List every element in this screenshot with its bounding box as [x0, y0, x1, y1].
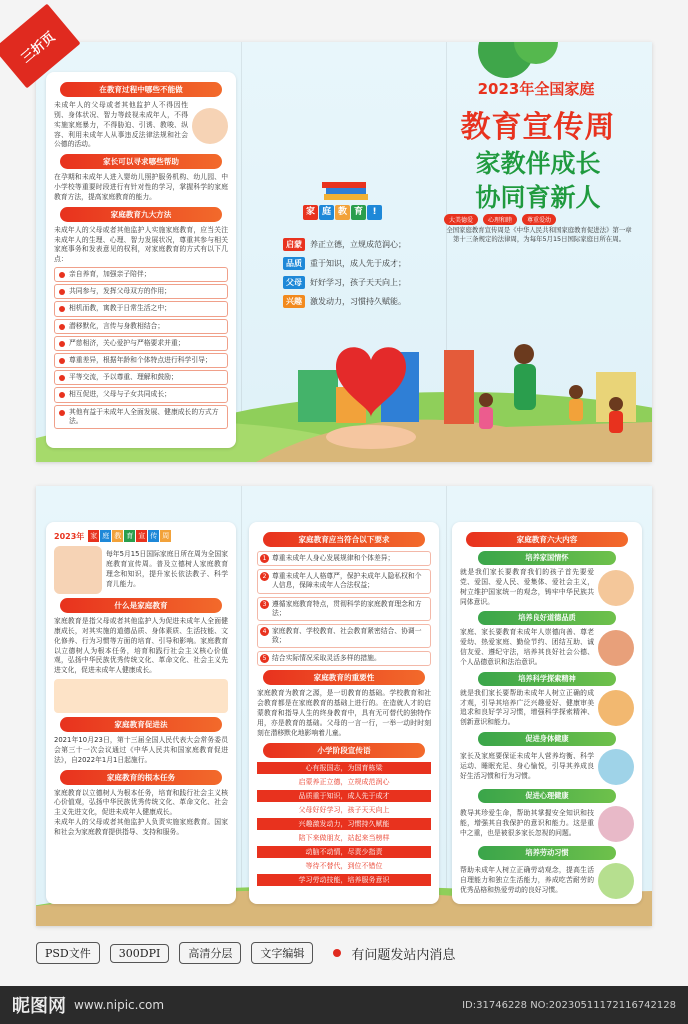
- stripe: 学习劳动技能，培养服务意识: [257, 874, 431, 886]
- red-dot-icon: [333, 949, 341, 957]
- banner-year: 2023年: [54, 531, 85, 541]
- section-heading: 家庭教育促进法: [60, 717, 222, 732]
- section-heading: 家庭教育应当符合以下要求: [263, 532, 425, 547]
- section-heading: 家庭教育的根本任务: [60, 770, 222, 785]
- section-text: 就是我们家长要帮助未成年人树立正确的成才观，引导其培养广泛兴趣爱好、健康审美追求和良好学习习惯，增强科学探索精神、创新意识和能力。: [460, 688, 594, 727]
- cover-year-title: 2023年全国家庭: [477, 80, 595, 98]
- corner-tag: 三折页: [0, 4, 81, 89]
- section-heading: 家长可以寻求哪些帮助: [60, 154, 222, 169]
- badge-char: 教: [335, 205, 350, 220]
- cover-subtitle-1: 家教伴成长: [475, 149, 601, 178]
- back-sheet: [36, 486, 652, 926]
- banner-char: 教: [114, 532, 122, 540]
- image-id: ID:31746228 NO:20230511172116742128: [462, 999, 676, 1011]
- slogan-text: 好好学习，孩子天天向上；: [310, 278, 406, 287]
- slogan-row: [283, 257, 433, 270]
- section-text: 未成年人的父母或者其他监护人负责实施家庭教育。国家和社会为家庭教育提供指导、支持和服务。: [54, 818, 228, 836]
- family-illustration: [192, 108, 228, 144]
- pill: 尊重爱幼: [522, 214, 556, 225]
- stripe: 等待不替代，到位不错位: [257, 860, 431, 872]
- green-heading: 培养科学探索精神: [478, 672, 616, 686]
- list-item: 潜移默化，言传与身教相结合；: [54, 319, 228, 334]
- section-heading: 什么是家庭教育: [60, 598, 222, 613]
- badge-char: 家: [303, 205, 318, 220]
- psd-file-button[interactable]: PSD文件: [36, 942, 100, 964]
- requirement-text: 家庭教育、学校教育、社会教育紧密结合、协调一致；: [272, 626, 422, 645]
- slogan-stripes: [257, 762, 431, 886]
- section-text: 教导其珍爱生命，帮助其掌握安全知识和技能，增强其自我保护的意识和能力。这是重中之重，也是被很多家长忽视的问题。: [460, 809, 594, 838]
- section-text: 家庭教育为教育之源，是一切教育的基础。学校教育和社会教育都是在家庭教育的基础上进行的。在造就人才的启蒙教育和指导人生的终身教育中，具有无可替代的独特作用，亦是教育的基础。父母的一言一行，一举一动时时刻刻在潜移默化地影响着儿童。: [257, 689, 431, 737]
- list-item: [257, 569, 431, 593]
- layered-button[interactable]: 高清分层: [179, 942, 241, 964]
- section-text: 家庭教育以立德树人为根本任务，培育和践行社会主义核心价值观，弘扬中华民族优秀传统文化、革命文化、社会主义先进文化，促进未成年人健康成长。: [54, 788, 228, 817]
- banner-char: 周: [162, 532, 170, 540]
- banner-char: 育: [126, 532, 134, 540]
- list-item: 平等交流，予以尊重、理解和鼓励；: [54, 370, 228, 385]
- intro-text: 每年5月15日国际家庭日所在周为全国家庭教育宣传周。普及立德树人家庭教育理念和知识，提升家长依法教子、科学育儿能力。: [106, 550, 228, 588]
- slogan-text: 养正立德，立规成范润心；: [310, 240, 406, 249]
- number-badge: 5: [260, 654, 269, 663]
- green-heading: 培养良好道德品质: [478, 611, 616, 625]
- site-url[interactable]: www.nipic.com: [74, 998, 165, 1012]
- child-illustration: [598, 690, 634, 726]
- back-right-panel: [452, 522, 642, 904]
- feature-footer: [36, 942, 455, 964]
- list-item: [257, 551, 431, 566]
- child-illustration: [598, 630, 634, 666]
- child-illustration: [598, 749, 634, 785]
- week-banner: [54, 530, 228, 542]
- slogan-row: [283, 276, 433, 289]
- badge-char: 庭: [319, 205, 334, 220]
- list-item: [257, 597, 431, 621]
- section-heading: 在教育过程中哪些不能做: [60, 82, 222, 97]
- footer-note: 有问题发站内消息: [351, 947, 456, 963]
- number-badge: 1: [260, 554, 269, 563]
- banner-char: 宣: [138, 532, 146, 540]
- cover-pills: [444, 214, 556, 225]
- child-illustration: [598, 570, 634, 606]
- section-text: 未成年人的父母或者其他监护人实施家庭教育，应当关注未成年人的生理、心理、智力发展状况，尊重其参与相关家庭事务和发表意见的权利，对家庭教育的方式有以下几点：: [54, 225, 228, 264]
- number-badge: 3: [260, 600, 269, 609]
- list-item: 共同参与，发挥父母双方的作用；: [54, 284, 228, 299]
- slogan-row: [283, 238, 433, 251]
- requirement-text: 结合实际情况采取灵活多样的措施。: [272, 654, 381, 663]
- family-illustration: [54, 679, 228, 713]
- list-item: 亲自养育，加强亲子陪伴；: [54, 267, 228, 282]
- slogan-key: 父母: [283, 276, 305, 289]
- green-heading: 促进心理健康: [478, 789, 616, 803]
- stripe: 兴趣激发动力，习惯持久赋能: [257, 818, 431, 830]
- green-heading: 促进身体健康: [478, 732, 616, 746]
- slogan-row: [283, 295, 433, 308]
- green-heading: 培养家国情怀: [478, 551, 616, 565]
- list-item: [257, 624, 431, 648]
- stripe: 动脑不动情，尽责少指责: [257, 846, 431, 858]
- section-text: 在孕期和未成年人进入婴幼儿照护服务机构、幼儿园、中小学校等重要时段进行有针对性的学习，掌握科学的家庭教育方法，提高家庭教育的能力。: [54, 173, 228, 201]
- slogan-key: 启蒙: [283, 238, 305, 251]
- requirement-text: 尊重未成年人人格尊严，保护未成年人隐私权和个人信息，保障未成年人合法权益；: [272, 572, 422, 590]
- stripe: 父母好好学习，孩子天天向上: [257, 804, 431, 816]
- front-left-panel: [46, 72, 236, 448]
- banner-char: 传: [150, 532, 158, 540]
- pill: 大美德爱: [444, 214, 478, 225]
- stripe: 启蒙养正立德，立规成范润心: [257, 776, 431, 788]
- dpi-button[interactable]: 300DPI: [110, 944, 170, 963]
- stripe: 品质重于知识，成人先于成才: [257, 790, 431, 802]
- method-list: [54, 267, 228, 429]
- stripe: 陪下来做朋友，站起来当榜样: [257, 832, 431, 844]
- cover-description: 全国家庭教育宣传周是《中华人民共和国家庭教育促进法》第一章第十三条规定的法律周，为每年5月15日国际家庭日所在周。: [446, 226, 632, 244]
- number-badge: 4: [260, 627, 269, 636]
- slogan-text: 重于知识，成人先于成才；: [310, 259, 406, 268]
- pill: 心理和睦: [483, 214, 517, 225]
- section-text: 就是我们家长要教育我们的孩子首先要爱党、爱国、爱人民、爱集体、爱社会主义，树立维护国家统一的观念，铸牢中华民族共同体意识。: [460, 568, 594, 606]
- slogan-list: [283, 238, 433, 314]
- text-edit-button[interactable]: 文字编辑: [251, 942, 313, 964]
- cover-subtitle-2: 协同育新人: [475, 183, 601, 212]
- section-heading: 家庭教育的重要性: [263, 670, 425, 685]
- watermark-brand: [12, 992, 164, 1018]
- banner-char: 庭: [102, 532, 110, 540]
- back-left-panel: [46, 522, 236, 904]
- section-text: 家庭教育是指父母或者其他监护人为促进未成年人全面健康成长，对其实施的道德品质、身体素质、生活技能、文化修养、行为习惯等方面的培育、引导和影响。家庭教育以立德树人为根本任务，培育和践行社会主义核心价值观，弘扬中华民族优秀传统文化、革命文化、社会主义先进文化，促进未成年人健康成长。: [54, 617, 228, 675]
- site-logo: 昵图网: [12, 996, 66, 1017]
- section-heading: 家庭教育六大内容: [466, 532, 628, 547]
- back-middle-panel: [249, 522, 439, 904]
- family-education-badge: [303, 205, 382, 220]
- requirement-text: 遵循家庭教育特点，贯彻科学的家庭教育理念和方法；: [272, 599, 422, 617]
- section-text: 2021年10月23日，第十三届全国人民代表大会常务委员会第三十一次会议通过《中华人民共和国家庭教育促进法》，自2022年1月1日起施行。: [54, 736, 228, 764]
- slogan-key: 兴趣: [283, 295, 305, 308]
- list-item: [257, 651, 431, 666]
- list-item: 尊重差异，根据年龄和个体特点进行科学引导；: [54, 353, 228, 368]
- number-badge: 2: [260, 572, 269, 581]
- section-text: 家庭、家长要教育未成年人崇德向善、尊老爱幼、热爱家庭、勤俭节约、团结互助、诚信友爱、遵纪守法，培养其良好社会公德、个人品德意识和法治意识。: [460, 628, 594, 666]
- requirement-text: 尊重未成年人身心发展规律和个体差异；: [272, 554, 395, 562]
- section-heading: 小学阶段宣传语: [263, 743, 425, 758]
- section-text: 帮助未成年人树立正确劳动观念，提高生活自理能力和独立生活能力，养成吃苦耐劳的优秀品格和热爱劳动的良好习惯。: [460, 866, 594, 895]
- section-text: 家长及家庭要保证未成年人营养均衡、科学运动、睡眠充足、身心愉悦，引导其养成良好生活习惯和行为习惯。: [460, 752, 594, 781]
- list-item: 严慈相济，关心爱护与严格要求并重；: [54, 336, 228, 351]
- list-item: 相互促进，父母与子女共同成长；: [54, 387, 228, 402]
- section-text: 未成年人的父母或者其他监护人不得因性别、身体状况、智力等歧视未成年人，不得实施家庭暴力，不得胁迫、引诱、教唆、纵容、利用未成年人从事违反法律法规和社会公德的活动。: [54, 101, 188, 149]
- section-heading: 家庭教育九大方法: [60, 207, 222, 222]
- child-illustration: [598, 863, 634, 899]
- slogan-key: 品质: [283, 257, 305, 270]
- family-illustration: [54, 546, 102, 594]
- list-item: 其他有益于未成年人全面发展、健康成长的方式方法。: [54, 405, 228, 429]
- list-item: 相机而教，寓教于日常生活之中；: [54, 301, 228, 316]
- banner-char: 家: [90, 532, 98, 540]
- badge-char: 育: [351, 205, 366, 220]
- badge-char: !: [367, 205, 382, 220]
- stripe: 心有报国志，为国育栋梁: [257, 762, 431, 774]
- green-heading: 培养劳动习惯: [478, 846, 616, 860]
- watermark-bar: [0, 986, 688, 1024]
- child-illustration: [598, 806, 634, 842]
- cover-main-title: 教育宣传周: [460, 110, 616, 145]
- slogan-text: 激发动力，习惯持久赋能。: [310, 297, 406, 306]
